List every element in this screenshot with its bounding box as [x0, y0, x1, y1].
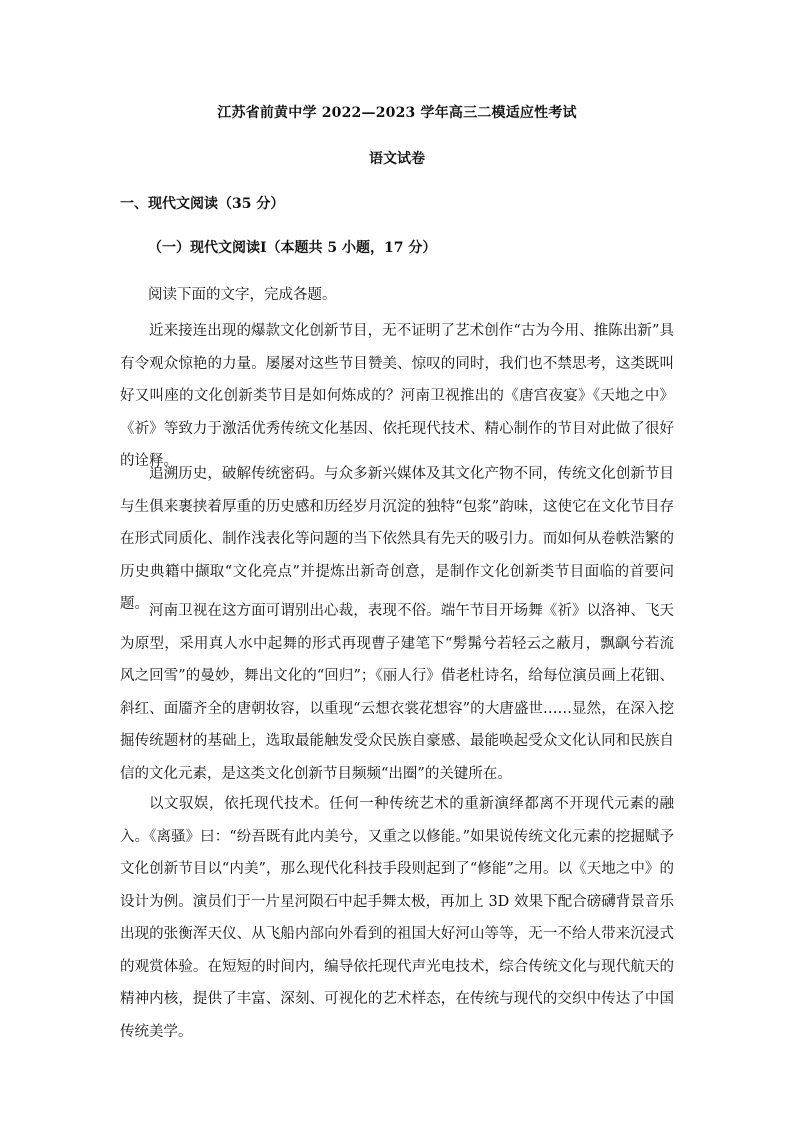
paragraph-2: 追溯历史，破解传统密码。与众多新兴媒体及其文化产物不同，传统文化创新节目与生俱来裹挟着厚重的历史感和历经岁月沉淀的独特“包浆”韵味，这使它在文化节目存在形式同质化、制作浅表化等问题的当下依然具有先天的吸引力。而如何从卷帙浩繁的历史典籍中撷取“文化亮点”并提炼出新奇创意，是制作文化创新类节目面临的首要问题。	[120, 466, 674, 612]
paragraph-4: 以文驭娱，依托现代技术。任何一种传统艺术的重新演绎都离不开现代元素的融入。《离骚》曰：“纷吾既有此内美兮，又重之以修能。”如果说传统文化元素的挖掘赋予文化创新节目以“内美”，那么现代化科技手段则起到了“修能”之用。以《天地之中》的设计为例。演员们于一片星河陨石中起手舞太极，再加上 3D 效果下配合磅礴背景音乐出现的张衡浑天仪、从飞船内部向外看到的祖国大好河山等等，无一不给人带来沉浸式的观赏体验。在短短的时间内，编导依托现代声光电技术，综合传统文化与现代航天的精神内核，提供了丰富、深刻、可视化的艺术样态，在传统与现代的交织中传达了中国传统美学。	[120, 796, 674, 1040]
paragraph-1: 近来接连出现的爆款文化创新节目，无不证明了艺术创作“古为今用、推陈出新”具有令观众惊艳的力量。屡屡对这些节目赞美、惊叹的同时，我们也不禁思考，这类既叫好又叫座的文化创新类节目是如何炼成的？河南卫视推出的《唐宫夜宴》《天地之中》《祈》等致力于激活优秀传统文化基因、依托现代技术、精心制作的节目对此做了很好的诠释。	[120, 323, 674, 469]
section-heading: 一、现代文阅读（35 分）	[120, 196, 285, 212]
exam-title: 江苏省前黄中学 2022—2023 学年高三二模适应性考试	[217, 105, 577, 121]
reading-instruction: 阅读下面的文字，完成各题。	[148, 287, 337, 303]
subsection-heading: （一）现代文阅读Ⅰ（本题共 5 小题，17 分）	[148, 240, 437, 256]
exam-subtitle: 语文试卷	[369, 151, 425, 167]
paragraph-3: 河南卫视在这方面可谓别出心裁，表现不俗。端午节目开场舞《祈》以洛神、飞天为原型，采用真人水中起舞的形式再现曹子建笔下“髣髴兮若轻云之蔽月，飘飖兮若流风之回雪”的曼妙，舞出文化的“回归”；《丽人行》借老杜诗名，给每位演员画上花钿、斜红、面靥齐全的唐朝妆容，以重现“云想衣裳花想容”的大唐盛世……显然，在深入挖掘传统题材的基础上，选取最能触发受众民族自豪感、最能唤起受众文化认同和民族自信的文化元素，是这类文化创新节目频频“出圈”的关键所在。	[120, 603, 674, 782]
